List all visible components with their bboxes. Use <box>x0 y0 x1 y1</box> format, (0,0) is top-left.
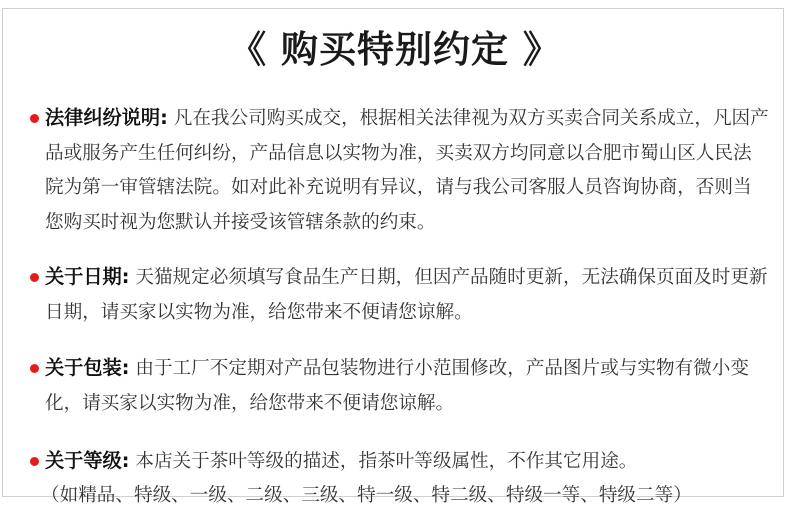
section-label: 关于日期: <box>45 264 130 288</box>
section-label: 法律纠纷说明: <box>45 106 168 129</box>
section-date <box>30 260 770 330</box>
section-label: 关于包装: <box>45 356 130 380</box>
section-text: 本店关于茶叶等级的描述，指茶叶等级属性，不作其它用途。 <box>135 450 638 472</box>
section-legal-dispute <box>30 101 770 241</box>
section-text: 由于工厂不定期对产品包装物进行小范围修改，产品图片或与实物有微小变化，请买家以实物为准，给您带来不便请您谅解。 <box>45 358 749 414</box>
grade-examples-note: （如精品、特级、一级、二级、三级、特一级、特二级、特级一等、特级二等） <box>41 485 692 507</box>
section-grade <box>30 444 770 512</box>
section-text: 凡在我公司购买成交，根据相关法律视为双方买卖合同关系成立，凡因产品或服务产生任何纠纷，产品信息以实物为准，买卖双方均同意以合肥市蜀山区人民法院为第一审管辖法院。如对此补充说明有异议，请与我公司客服人员咨询协商，否则当您购买时视为您默认并接受该管辖条款的约束。 <box>45 108 769 234</box>
section-text: 天猫规定必须填写食品生产日期，但因产品随时更新，无法确保页面及时更新日期，请买家以实物为准，给您带来不便请您谅解。 <box>45 266 768 323</box>
page-title: 《 购买特别约定 》 <box>229 28 561 71</box>
notice-sections <box>30 101 770 512</box>
red-dot-icon <box>30 457 39 466</box>
red-dot-icon <box>30 273 39 282</box>
section-label: 关于等级: <box>45 448 130 472</box>
red-dot-icon <box>30 114 39 123</box>
section-packaging <box>30 351 770 421</box>
red-dot-icon <box>30 364 39 373</box>
